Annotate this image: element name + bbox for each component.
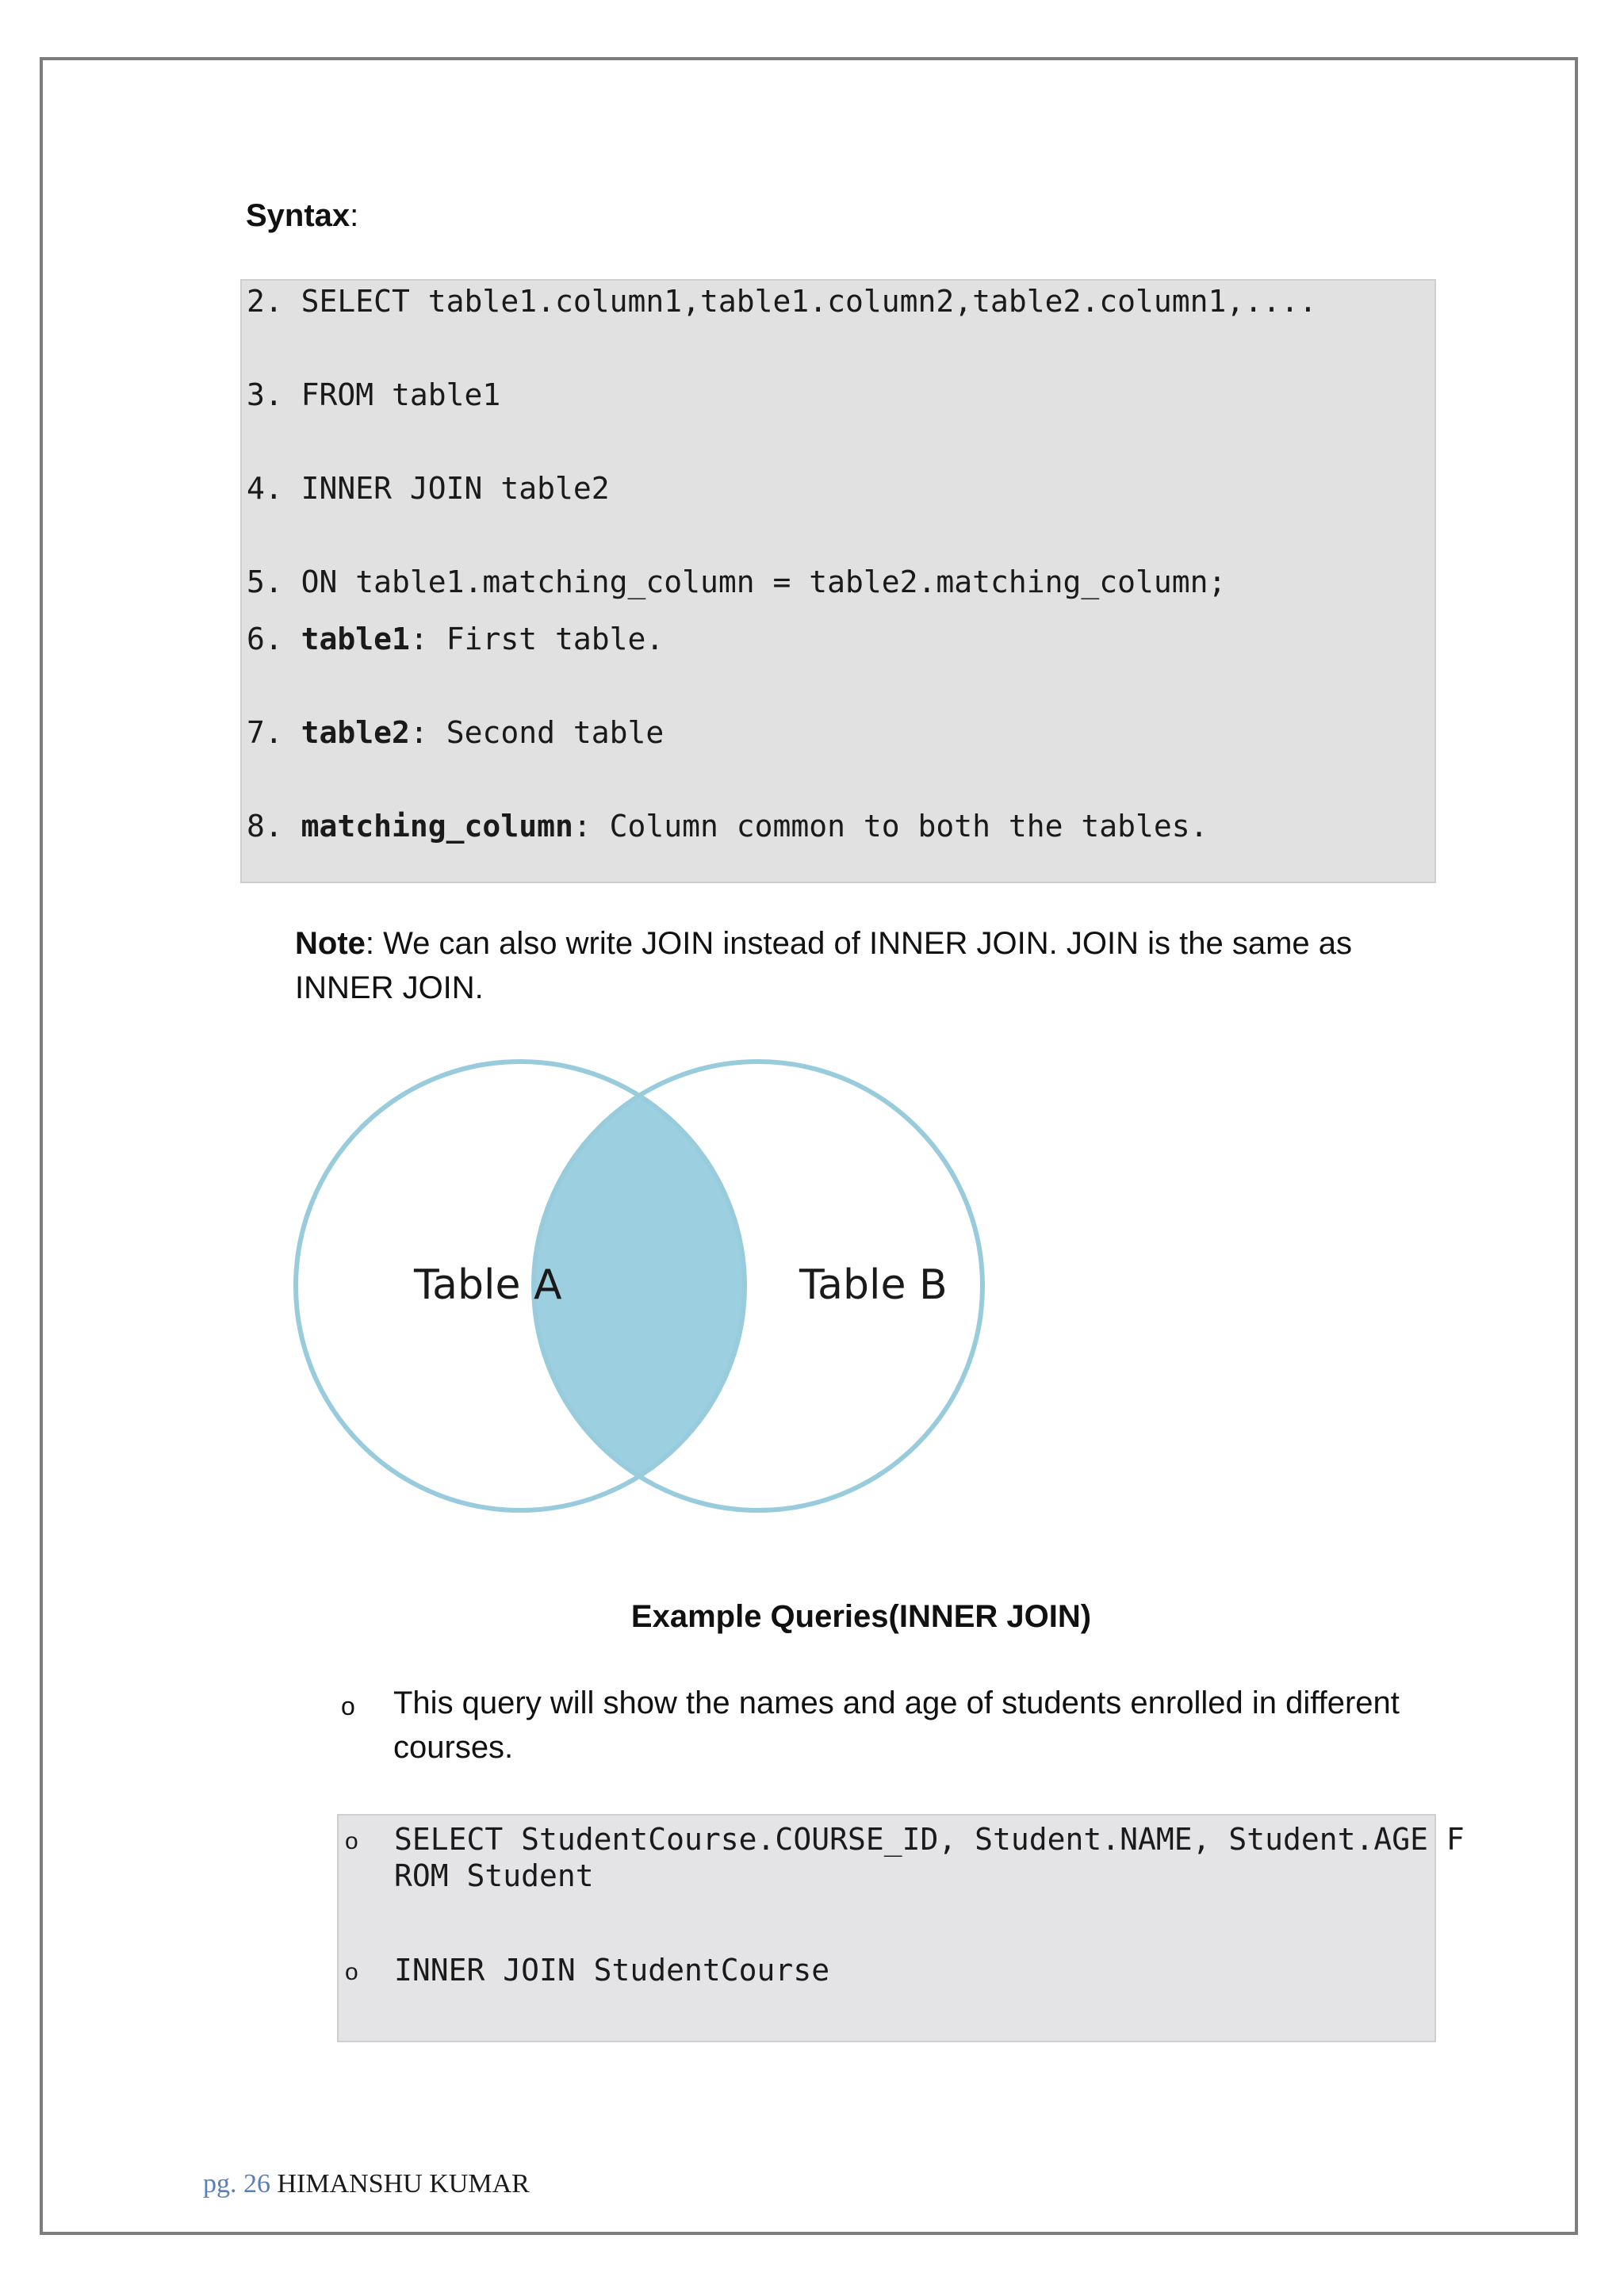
code-line: 5. ON table1.matching_column = table2.matching_column; (247, 564, 1227, 599)
code-line: 3. FROM table1 (247, 377, 501, 412)
code-line: 6. table1: First table. (247, 622, 665, 656)
venn-label-a: Table A (414, 1261, 562, 1309)
code-line: 7. table2: Second table (247, 715, 665, 750)
code-line: 4. INNER JOIN table2 (247, 471, 610, 506)
code-line: 2. SELECT table1.column1,table1.column2,table2.column1,.... (247, 284, 1317, 319)
author-name: HIMANSHU KUMAR (277, 2169, 530, 2198)
page-number: pg. 26 (203, 2169, 270, 2198)
syntax-heading: Syntax: (246, 198, 359, 233)
list-item-text: This query will show the names and age of students enrolled in different courses. (393, 1686, 1400, 1765)
code-line: INNER JOIN StudentCourse (394, 1953, 830, 1988)
code-line: SELECT StudentCourse.COURSE_ID, Student.NAME, Student.AGE F (394, 1822, 1465, 1857)
venn-diagram (285, 1047, 999, 1522)
query-code-block (337, 1814, 1465, 2042)
bullet-marker: o (345, 1959, 358, 1985)
bullet-marker: o (341, 1692, 355, 1720)
venn-label-b: Table B (799, 1261, 948, 1309)
page-footer (203, 2169, 530, 2199)
note-paragraph: Note: We can also write JOIN instead of INNER JOIN. JOIN is the same as INNER JOIN. (295, 926, 1352, 1005)
code-line: 8. matching_column: Column common to both the tables. (247, 809, 1208, 844)
bullet-marker: o (345, 1828, 358, 1854)
syntax-code-block (240, 279, 1436, 883)
example-queries-title: Example Queries(INNER JOIN) (630, 1599, 1092, 1634)
code-line: ROM Student (394, 1858, 594, 1893)
